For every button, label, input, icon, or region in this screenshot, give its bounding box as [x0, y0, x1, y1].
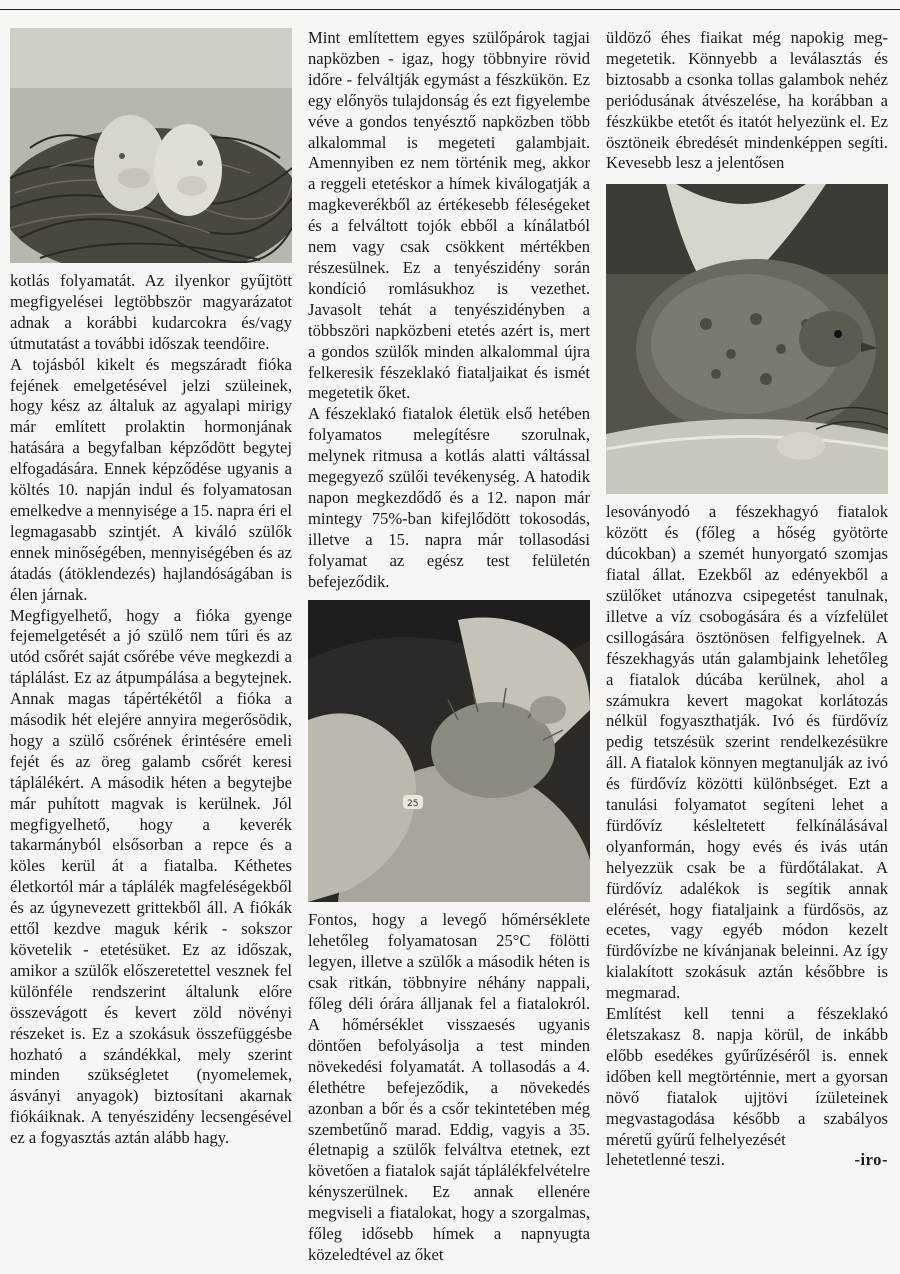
- top-rule: [0, 9, 900, 10]
- paragraph: üldöző éhes fiaikat még napokig meg-megetetik. Könnyebb a leválasztás és biztosabb a csonka tollas galambok nehéz periódusának átvészelése, ha korábban a fészkükbe etetőt és itatót helyezünk el. Ez ösztöneik ébredését mindenképpen segíti. Kevesebb lesz a jelentősen: [606, 28, 888, 173]
- paragraph: Megfigyelhető, hogy a fióka gyenge fejemelgetését a jó szülő nem tűri és az utód csőrét saját csőrébe véve megkezdi a táplálást. Ez az átpumpálása a begytejnek. Annak magas tápértékétől a fióka a második hét elejére annyira megerősödik, hogy a szülő csőrének érintésére emeli fejét és az öreg galamb csőrét keresi táplálékért. A második héten a begytejbe már puhított magvak is kerülnek. Jól megfigyelhető, hogy a keverék takarmányból elsősorban a repce és a köles kerül át a fiatalba. Kéthetes életkortól már a táplálék magfeléségekből és az úgynevezett grittekből áll. A fiókák ettől kezdve maguk kérik - sokszor követelik - etetésüket. Ez az időszak, amikor a szülők előszeretettel vesznek fel különféle rendszerint általunk előre összevágott és kevert zöld növényi részeket is. Ez a szokásuk összefüggésbe hozható a szándékkal, mely szerint minden szükségletet (nyomelemek, ásványi anyagok) biztosítani akarnak fiókáiknak. A tenyészidény lecsengésével ez a fogyasztás aztán alább hagy.: [10, 605, 292, 1148]
- column-2: [308, 28, 590, 1266]
- pigeon-on-nest-photo: [606, 184, 888, 494]
- nestlings-in-nest-photo: [10, 28, 292, 263]
- hand-holding-ringed-chick-photo: [308, 600, 590, 902]
- column-1: [10, 28, 292, 1149]
- paragraph: lesoványodó a fészekhagyó fiatalok között és (főleg a hőség gyötörte dúcokban) a szemét hunyorgató szomjas fiatal állat. Ezekből az edényekből a szülőket utánozva csipegetést tanulnak, illetve a víz csobogására és a vízfelület csillogására ösztönösen felfigyelnek. A fészekhagyás után galambjaink lehetőleg a fiatalok dúcába kerülnek, ahol a számukra kevert magokat korlátozás nélkül fogyaszthatják. Ivó és fürdővíz pedig tetszésük szerint rendelkezésükre áll. A fiatalok könnyen megtanulják az ivó és fürdővíz közötti különbséget. Ezt a tanulási folyamatot segíteni lehet a fürdővíz késleltetett felkínálásával olyanformán, hogy evés és ivás után helyezzük csak be a fürdőtálakat. A fürdővíz adalékok is segítik annak elérését, hogy fiataljaink a fürdősös, az ecetes, vagy egyéb módon kezelt fürdővízbe ne kívánjanak beleinni. Az így kialakított szokásuk aztán későbbre is megmarad.: [606, 502, 888, 1003]
- closing-text: lehetetlenné teszi.: [606, 1150, 725, 1170]
- column-3: [606, 28, 888, 1171]
- paragraph: A fészeklakó fiatalok életük első hetében folyamatos melegítésre szorulnak, melynek ritmusa a kotlás alatti váltással megegyező szülői tevékenység. A hatodik napon megkezdődő és a 12. napon már mintegy 75%-ban kifejlődött tokosodás, illetve a 15. napra már tollasodási folyamat az egész test felületén befejeződik.: [308, 404, 590, 591]
- paragraph: Említést kell tenni a fészeklakó életszakasz 8. napja körül, de inkább előbb esedékes gyűrűzéséről is. ennek időben kell megtörténnie, mert a gyorsan növő fiatalok ujjtövi ízületeinek megvastagodása később a szabályos méretű gyűrű felhelyezését: [606, 1004, 888, 1149]
- paragraph: Fontos, hogy a levegő hőmérséklete lehetőleg folyamatosan 25°C fölötti legyen, illetve a szülők a második héten is csak ritkán, többnyire néhány nappali, főleg déli órára álljanak fel a fiatalokról. A hőmérséklet visszaesés ugyanis döntően befolyásolja a test minden növekedési folyamatát. A tollasodás a 4. élethétre befejeződik, a növekedés azonban a bőr és a csőr tekintetében még szembetűnő marad. Eddig, vagyis a 35. életnapig a szülők felváltva etetnek, ezt követően a fiatalok saját táplálékfelvételre kényszerülnek. Ez annak ellenére megviseli a fiatalokat, hogy a szorgalmas, főleg idősebb hímek a napnyugta közeledtével az őket: [308, 910, 590, 1264]
- column-3-text-bottom: [606, 502, 888, 1150]
- paragraph: A tojásból kikelt és megszáradt fióka fejének emelgetésével jelzi szüleinek, hogy kész az általuk az agyalapi mirigy már említett prolaktin hormonjának hatására a begyfalban képződött begytej elfogadására. Ennek képződése ugyanis a költés 10. napján indul és folyamatosan emelkedve a mennyisége a 15. napra éri el legmagasabb szintjét. A kiváló szülők ennek minőségében, mennyiségében és az átadás (átöklendezés) hajlandóságában is élen járnak.: [10, 354, 292, 604]
- author-signature: -iro-: [854, 1150, 888, 1170]
- closing-line: [606, 1150, 888, 1171]
- column-2-text-top: [308, 28, 590, 592]
- column-3-text-top: [606, 28, 888, 174]
- paragraph: Mint említettem egyes szülőpárok tagjai napközben - igaz, hogy többnyire rövid időre - felváltják egymást a fészkükön. Ez egy előnyös tulajdonság és ezt figyelembe véve a gondos tenyésztő napközben több alkalommal is megeteti galambjait. Amennyiben ez nem történik meg, akkor a reggeli etetéskor a hímek kiválogatják a magkeverékből az értékesebb féleségeket és a felváltott tojók ebből a kínálatból nem vagy csak csökkent mértékben részesülnek. Ez a tenyészidény során kondíció romlásukhoz is vezethet. Javasolt tehát a tenyészidényben a többszöri napközbeni etetés azért is, mert a gondos szülők minden alkalommal újra felkeresik fészeklakó fiataljaikat és ismét megetetik őket.: [308, 28, 590, 403]
- paragraph: kotlás folyamatát. Az ilyenkor gyűjtött megfigyelései legtöbbször magyarázatot adnak a korábbi kudarcokra és/vagy útmutatást a további időszak teendőire.: [10, 271, 292, 353]
- svg-text:25: 25: [407, 799, 419, 810]
- column-2-text-bottom: [308, 910, 590, 1265]
- column-1-text: [10, 271, 292, 1149]
